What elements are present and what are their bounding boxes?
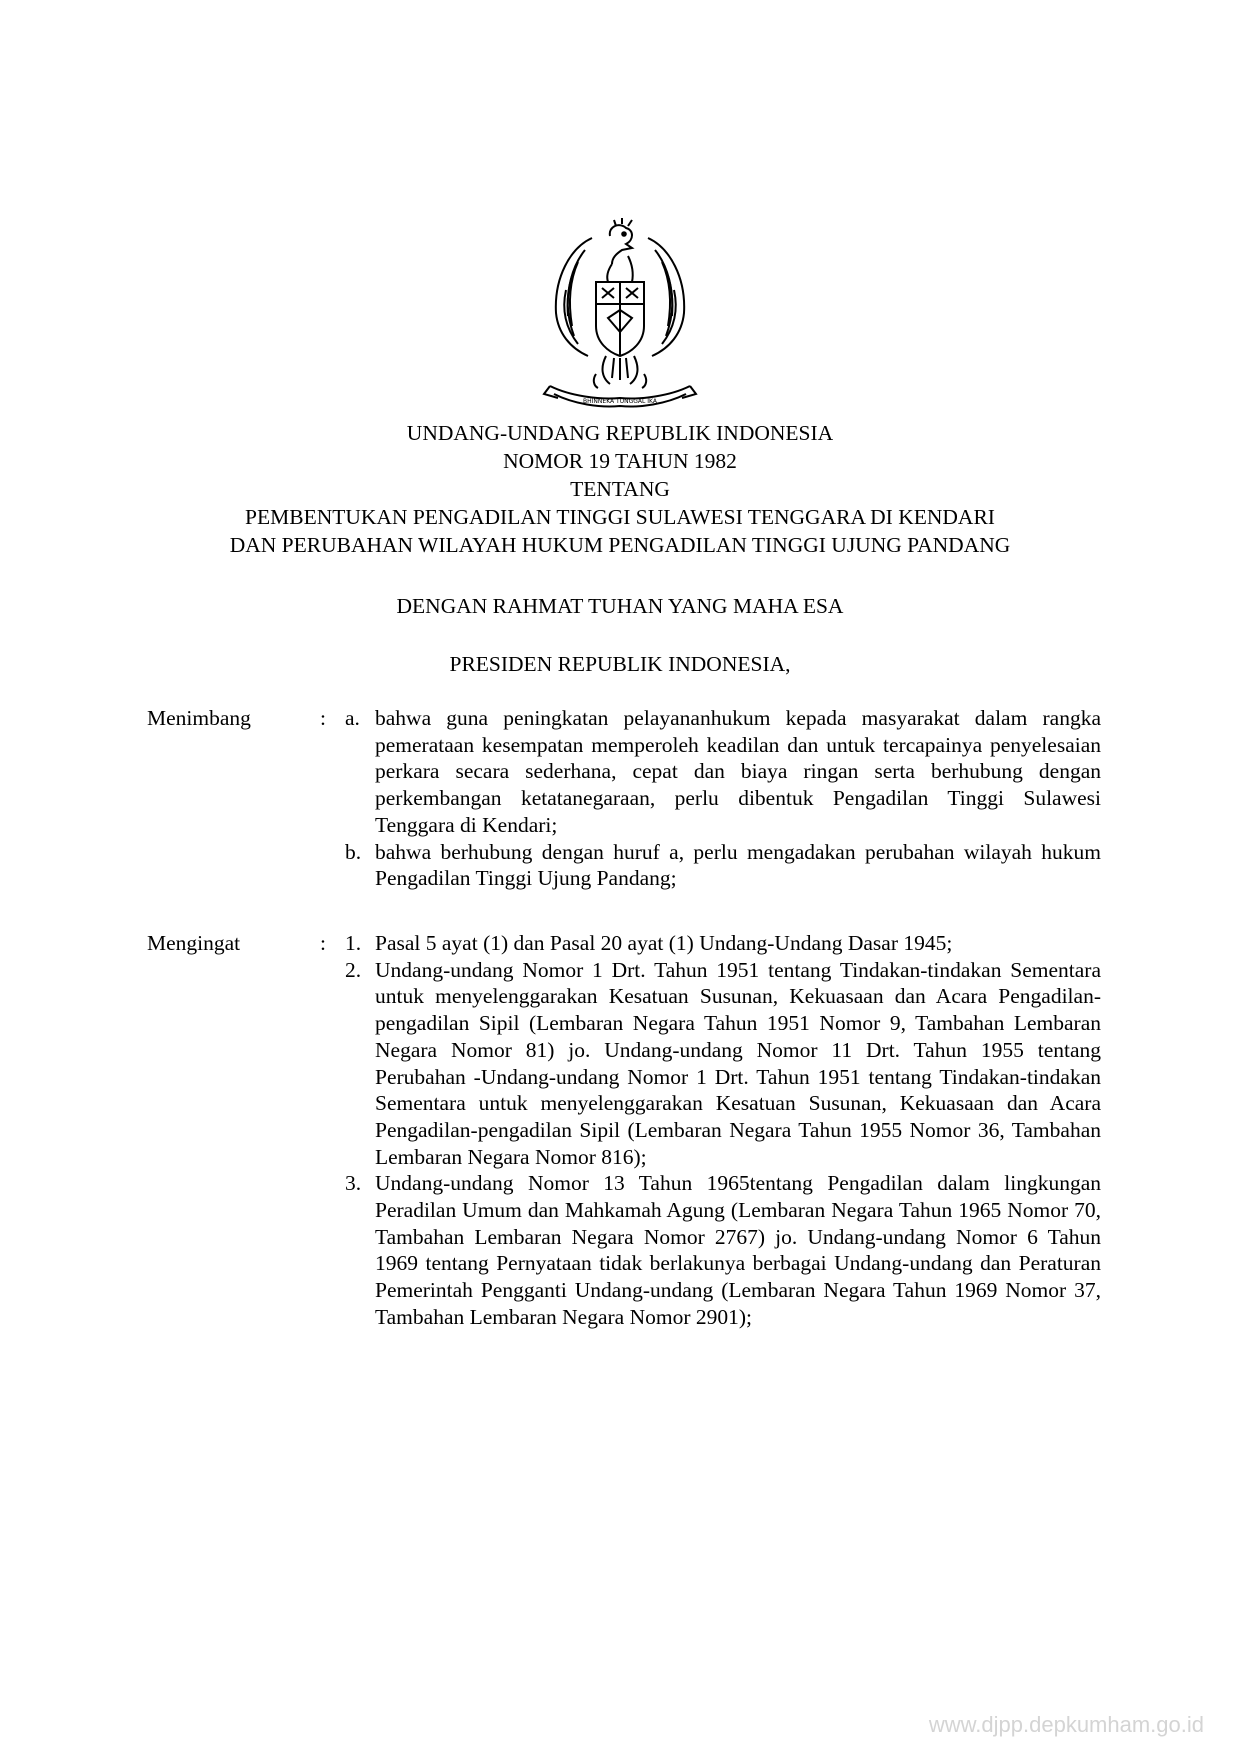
list-item bbox=[345, 957, 1101, 1171]
title-line-5: DAN PERUBAHAN WILAYAH HUKUM PENGADILAN TINGGI UJUNG PANDANG bbox=[229, 533, 1011, 557]
item-marker: b. bbox=[345, 839, 362, 864]
menimbang-list bbox=[345, 705, 1101, 892]
title-line-4: PEMBENTUKAN PENGADILAN TINGGI SULAWESI TENGGARA DI KENDARI bbox=[245, 505, 995, 529]
title-line-2: NOMOR 19 TAHUN 1982 bbox=[503, 449, 737, 473]
title-line-1: UNDANG-UNDANG REPUBLIK INDONESIA bbox=[406, 421, 834, 445]
invocation: DENGAN RAHMAT TUHAN YANG MAHA ESA bbox=[396, 594, 844, 618]
title-line-3: TENTANG bbox=[570, 477, 670, 501]
item-text: Undang-undang Nomor 1 Drt. Tahun 1951 tentang Tindakan-tindakan Sementara untuk menyelenggarakan Kesatuan Susunan, Kekuasaan dan Acara Pengadilan-pengadilan Sipil (Lembaran Negara Tahun 1951 Nomor 9, Tambahan Lembaran Negara Nomor 81) jo. Undang-undang Nomor 11 Drt. Tahun 1955 tentang Perubahan -Undang-undang Nomor 1 Drt. Tahun 1951 tentang Tindakan-tindakan Sementara untuk menyelenggarakan Kesatuan Susunan, Kekuasaan dan Acara Pengadilan-pengadilan Sipil (Lembaran Negara Tahun 1955 Nomor 36, Tambahan Lembaran Negara Nomor 816); bbox=[375, 957, 1101, 1169]
item-marker: 3. bbox=[345, 1171, 362, 1196]
menimbang-label: Menimbang bbox=[147, 706, 251, 730]
list-item bbox=[345, 839, 1101, 892]
list-item bbox=[345, 705, 1101, 839]
mengingat-label: Mengingat bbox=[147, 931, 241, 955]
list-item bbox=[345, 1170, 1101, 1330]
item-text: bahwa berhubung dengan huruf a, perlu mengadakan perubahan wilayah hukum Pengadilan Tinggi Ujung Pandang; bbox=[375, 839, 1101, 891]
menimbang-colon: : bbox=[320, 706, 326, 730]
item-marker: a. bbox=[345, 706, 360, 730]
item-text: Undang-undang Nomor 13 Tahun 1965tentang Pengadilan dalam lingkungan Peradilan Umum dan Mahkamah Agung (Lembaran Negara Tahun 1965 Nomor 70, Tambahan Lembaran Negara Nomor 2767) jo. Undang-undang Nomor 6 Tahun 1969 tentang Pernyataan tidak berlakunya berbagai Undang-undang dan Peraturan Pemerintah Pengganti Undang-undang (Lembaran Negara Tahun 1969 Nomor 37, Tambahan Lembaran Negara Nomor 2901); bbox=[375, 1171, 1101, 1329]
president-title: PRESIDEN REPUBLIK INDONESIA, bbox=[449, 652, 791, 676]
mengingat-colon: : bbox=[320, 931, 326, 955]
item-text: Pasal 5 ayat (1) dan Pasal 20 ayat (1) Undang-Undang Dasar 1945; bbox=[375, 931, 953, 955]
garuda-emblem-icon bbox=[530, 218, 710, 408]
mengingat-list bbox=[345, 930, 1101, 1331]
item-text: bahwa guna peningkatan pelayananhukum kepada masyarakat dalam rangka pemerataan kesempatan memperoleh keadilan dan untuk tercapainya penyelesaian perkara secara sederhana, cepat dan biaya ringan serta berhubung dengan perkembangan ketatanegaraan, perlu dibentuk Pengadilan Tinggi Sulawesi Tenggara di Kendari; bbox=[375, 706, 1101, 837]
emblem-motto-text: BHINNEKA TUNGGAL IKA bbox=[583, 398, 657, 405]
watermark-url: www.djpp.depkumham.go.id bbox=[928, 1712, 1204, 1737]
item-marker: 2. bbox=[345, 957, 362, 982]
list-item bbox=[345, 930, 1101, 957]
item-marker: 1. bbox=[345, 931, 362, 955]
document-title bbox=[0, 419, 1240, 559]
